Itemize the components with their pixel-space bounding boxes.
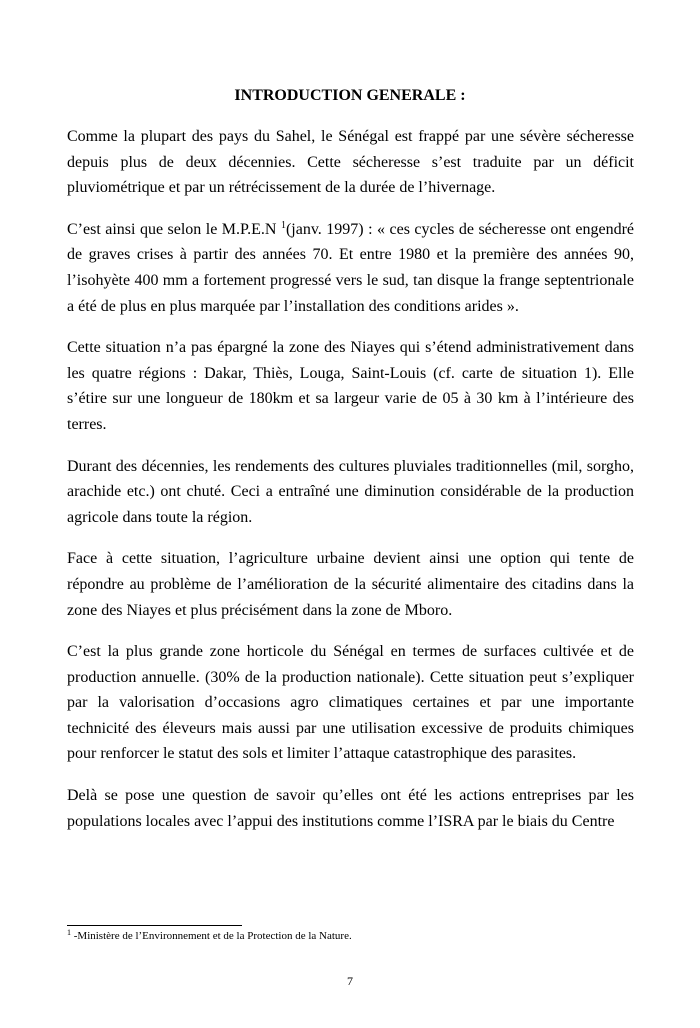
body-text xyxy=(67,124,634,834)
paragraph-5: Face à cette situation, l’agriculture urbaine devient ainsi une option qui tente de répondre au problème de l’amélioration de la sécurité alimentaire des citadins dans la zone des Niayes et plus précisément dans la zone de Mboro. xyxy=(67,550,634,619)
footnote-text: -Ministère de l’Environnement et de la Protection de la Nature. xyxy=(71,930,352,942)
paragraph-4: Durant des décennies, les rendements des cultures pluviales traditionnelles (mil, sorgho, arachide etc.) ont chuté. Ceci a entraîné une diminution considérable de la production agricole dans toute la région. xyxy=(67,457,634,526)
footnote xyxy=(67,929,352,943)
paragraph-2-rest: (janv. 1997) : « ces cycles de sécheresse ont engendré de graves crises à partir des années 70. Et entre 1980 et la première des années 90, l’isohyète 400 mm a fortement progressé vers le sud, tan disque la frange septentrionale a été de plus en plus marquée par l’installation des conditions arides ». xyxy=(67,220,634,315)
paragraph-7: Delà se pose une question de savoir qu’elles ont été les actions entreprises par les populations locales avec l’appui des institutions comme l’ISRA par le biais du Centre xyxy=(67,787,634,830)
page-title: INTRODUCTION GENERALE : xyxy=(234,87,466,104)
paragraph-1: Comme la plupart des pays du Sahel, le Sénégal est frappé par une sévère sécheresse depuis plus de deux décennies. Cette sécheresse s’est traduite par un déficit pluviométrique et par un rétrécissement de la durée de l’hivernage. xyxy=(67,128,634,197)
paragraph-2-start: C’est ainsi que selon le M.P.E.N xyxy=(67,220,281,238)
page-number: 7 xyxy=(347,974,353,988)
footnote-marker: 1 xyxy=(67,928,71,937)
paragraph-6: C’est la plus grande zone horticole du Sénégal en termes de surfaces cultivée et de production annuelle. (30% de la production nationale). Cette situation peut s’expliquer par la valorisation d’occasions agro climatiques certaines et par une importante technicité des éleveurs mais aussi par une utilisation excessive de produits chimiques pour renforcer le statut des sols et limiter l’attaque catastrophique des parasites. xyxy=(67,643,634,763)
footnote-separator xyxy=(67,925,242,926)
paragraph-2 xyxy=(67,217,634,319)
paragraph-3: Cette situation n’a pas épargné la zone des Niayes qui s’étend administrativement dans les quatre régions : Dakar, Thiès, Louga, Saint-Louis (cf. carte de situation 1). Elle s’étire sur une longueur de 180km et sa largeur varie de 05 à 30 km à l’intérieure des terres. xyxy=(67,339,634,433)
footnote-reference: 1 xyxy=(280,219,286,231)
